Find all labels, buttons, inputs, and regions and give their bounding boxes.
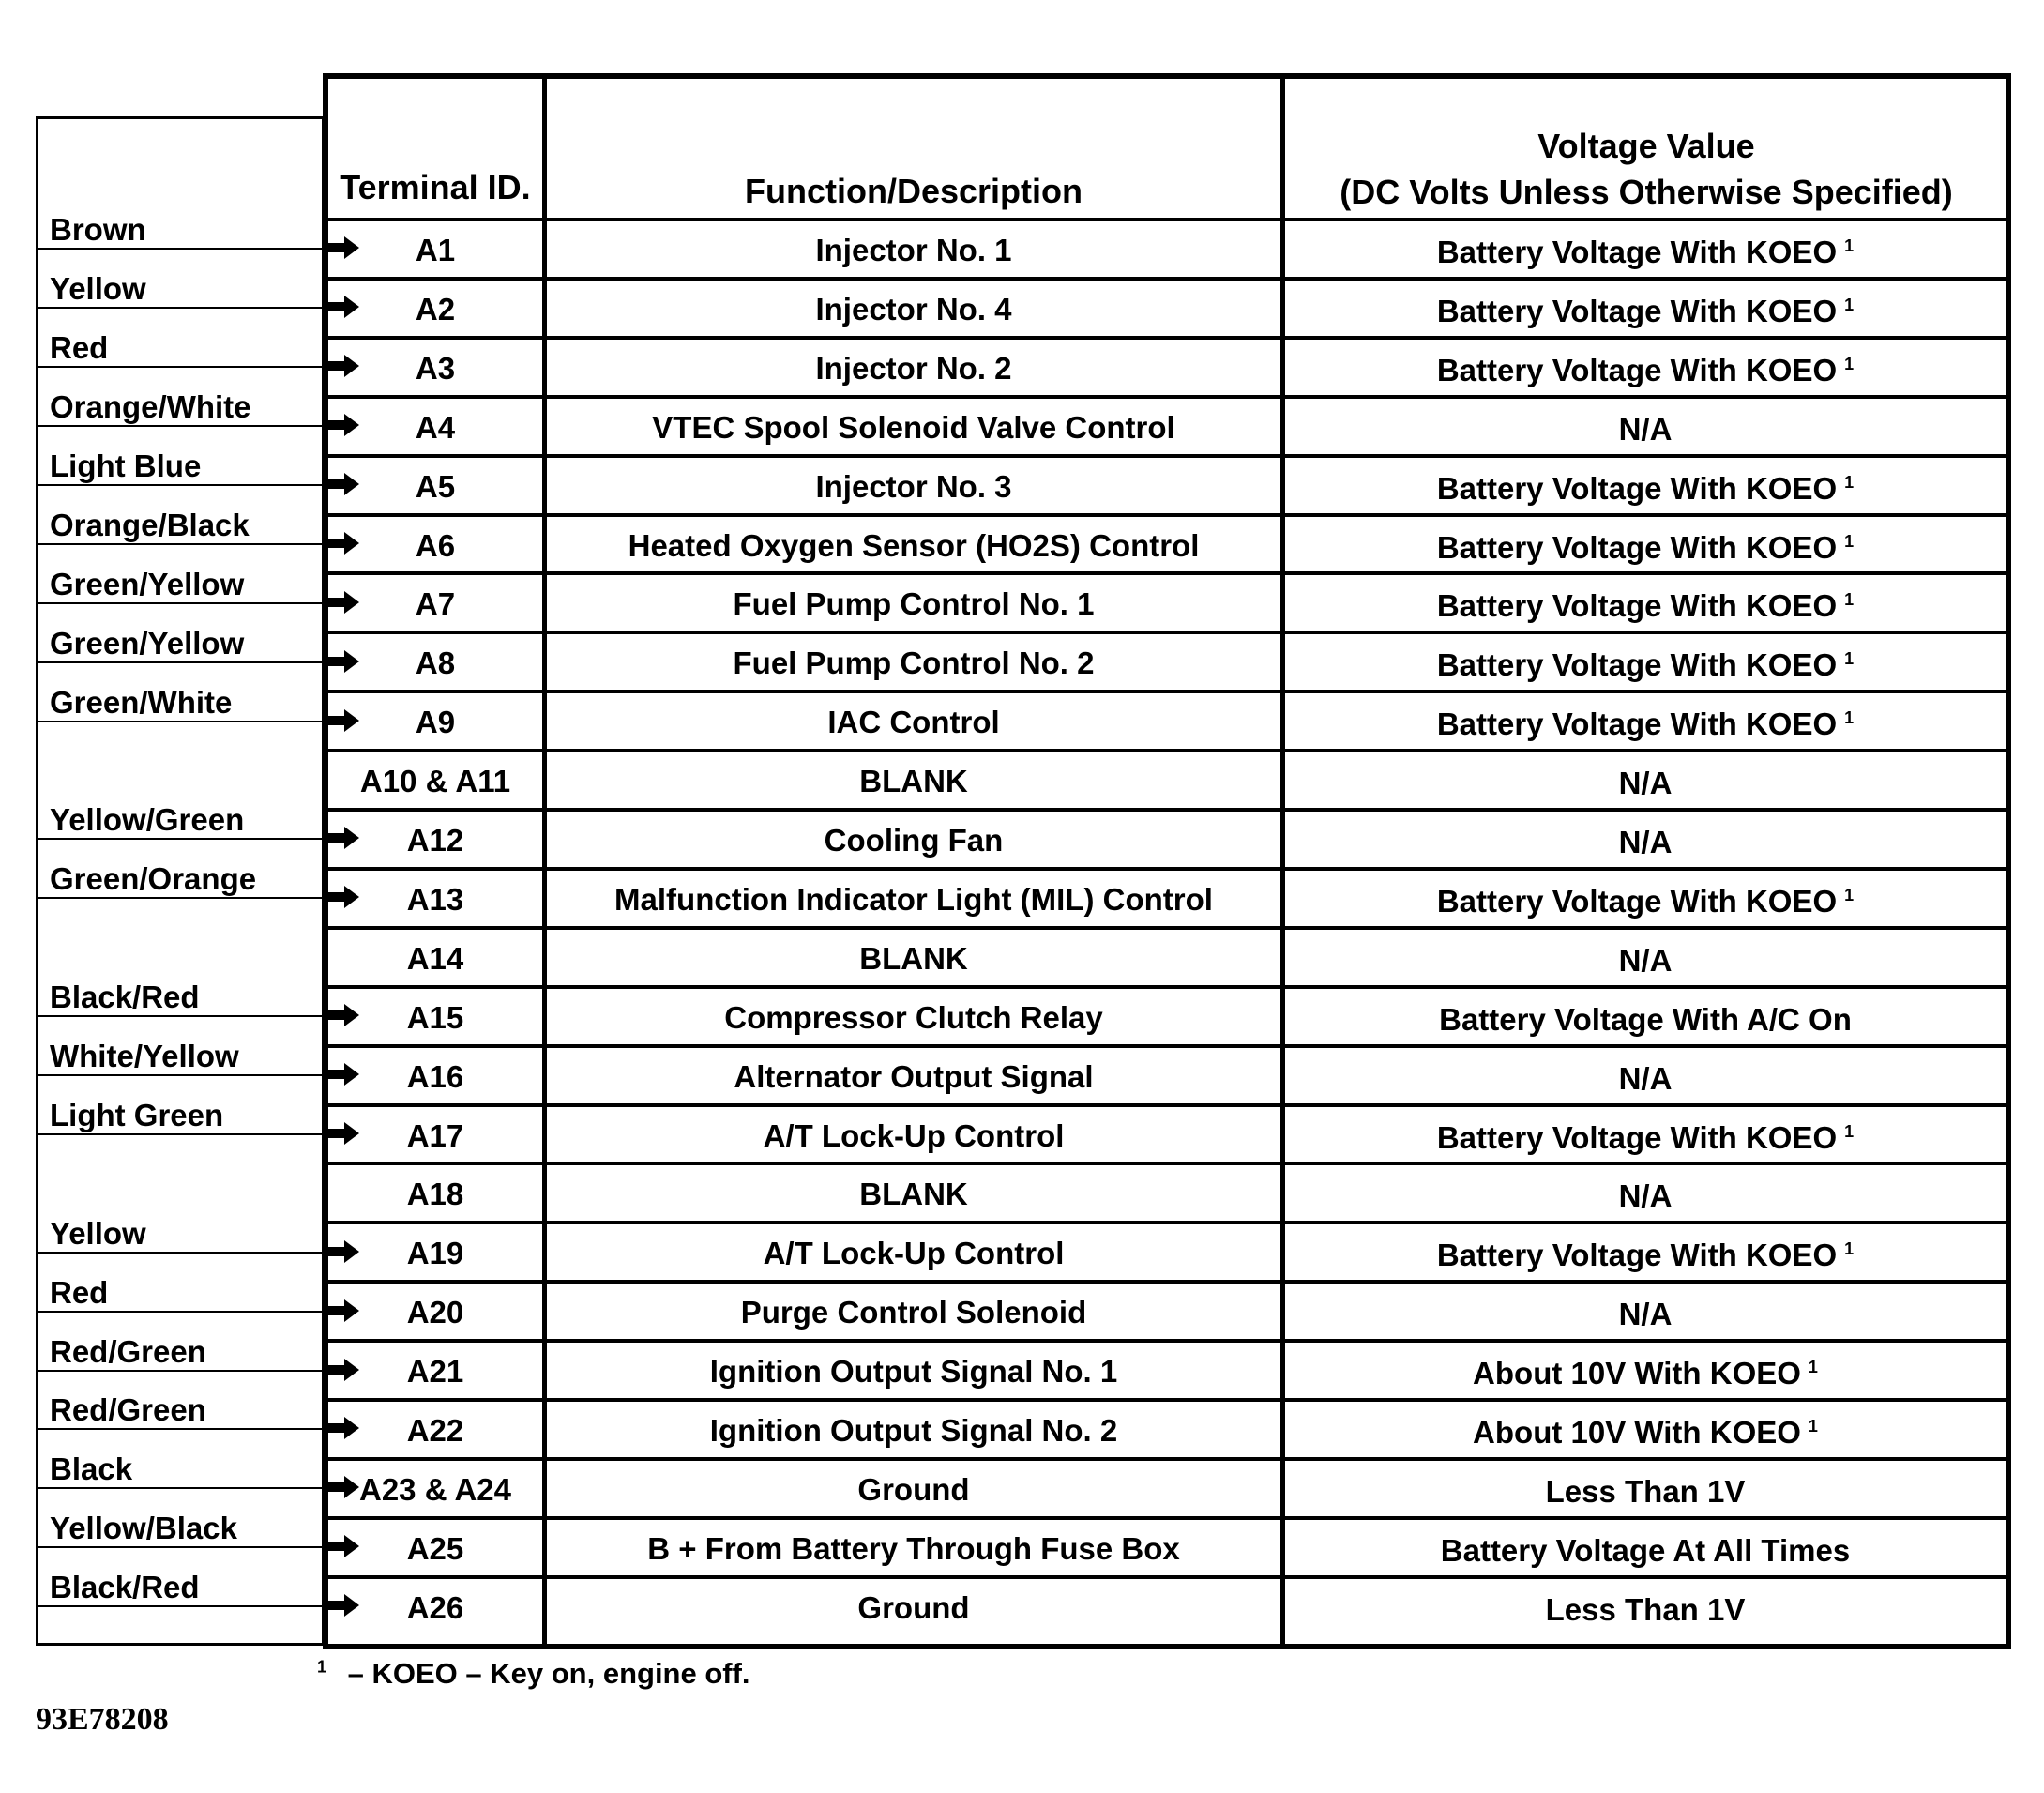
row-divider [328, 218, 2006, 221]
voltage-text: Less Than 1V [1545, 1473, 1746, 1509]
voltage-text: Battery Voltage With KOEO [1436, 352, 1838, 387]
footnote-marker: 1 [1844, 649, 1855, 669]
voltage-text: Battery Voltage With KOEO [1436, 883, 1838, 919]
voltage-text: N/A [1618, 1178, 1673, 1214]
wire-color-label: Yellow/Black [50, 1511, 237, 1546]
terminal-id-cell: A10 & A11 [359, 764, 511, 799]
voltage-cell [1285, 827, 2006, 858]
footnote-marker: 1 [1844, 885, 1855, 904]
function-cell: BLANK [859, 940, 968, 976]
wire-line [38, 602, 327, 604]
voltage-cell [1285, 1532, 2006, 1568]
footnote-marker: 1 [1844, 472, 1855, 492]
wire-color-panel [36, 116, 325, 1646]
voltage-cell [1285, 588, 2006, 624]
voltage-cell [1285, 647, 2006, 683]
row-divider [328, 1457, 2006, 1461]
voltage-cell [1285, 707, 2006, 742]
row-divider [328, 690, 2006, 693]
wire-line [38, 661, 327, 663]
terminal-id-cell: A2 [415, 291, 456, 327]
function-cell: BLANK [859, 764, 968, 799]
voltage-cell [1285, 1119, 2006, 1155]
footnote-marker: 1 [1844, 708, 1855, 728]
function-cell: VTEC Spool Solenoid Valve Control [652, 409, 1175, 445]
row-divider [328, 1339, 2006, 1343]
voltage-cell [1285, 352, 2006, 387]
wire-line [38, 1546, 327, 1548]
wire-line [38, 543, 327, 545]
voltage-text: Battery Voltage With KOEO [1436, 1238, 1838, 1273]
wire-line [38, 1487, 327, 1489]
terminal-id-cell: A22 [406, 1413, 464, 1448]
voltage-text: About 10V With KOEO [1473, 1356, 1801, 1391]
function-cell: Purge Control Solenoid [740, 1295, 1087, 1330]
row-divider [328, 867, 2006, 871]
voltage-text: Battery Voltage With KOEO [1436, 1119, 1838, 1155]
row-divider [328, 336, 2006, 340]
terminal-id-cell: A25 [406, 1530, 464, 1566]
footnote-marker: 1 [1844, 531, 1855, 551]
wire-color-label: Orange/White [50, 389, 251, 425]
function-cell: Cooling Fan [824, 823, 1004, 858]
voltage-cell [1285, 766, 2006, 801]
row-divider [328, 749, 2006, 752]
voltage-text: N/A [1618, 411, 1673, 447]
voltage-text: Battery Voltage At All Times [1440, 1532, 1851, 1568]
row-divider [328, 1575, 2006, 1579]
terminal-id-cell: A17 [406, 1117, 464, 1153]
terminal-id-cell: A6 [415, 527, 456, 563]
voltage-cell [1285, 1591, 2006, 1627]
wire-line [38, 1252, 327, 1254]
row-divider [328, 985, 2006, 989]
voltage-cell [1285, 411, 2006, 447]
function-cell: IAC Control [827, 705, 1000, 740]
function-cell: Ignition Output Signal No. 2 [709, 1413, 1118, 1448]
voltage-text: Battery Voltage With KOEO [1436, 293, 1838, 328]
header-voltage [1285, 124, 2007, 215]
voltage-cell [1285, 1299, 2006, 1330]
wire-line [38, 1605, 327, 1607]
terminal-id-cell: A9 [415, 705, 456, 740]
voltage-text: N/A [1618, 825, 1673, 859]
row-divider [328, 513, 2006, 517]
voltage-cell [1285, 1473, 2006, 1509]
voltage-text: Battery Voltage With KOEO [1436, 707, 1838, 742]
row-divider [328, 1044, 2006, 1048]
header-function: Function/Description [745, 172, 1083, 210]
wire-color-label: Red [50, 330, 109, 366]
voltage-text: Battery Voltage With KOEO [1436, 235, 1838, 269]
terminal-id-cell: A19 [406, 1236, 464, 1271]
voltage-text: Battery Voltage With A/C On [1439, 1001, 1852, 1037]
voltage-cell [1285, 942, 2006, 978]
row-divider [328, 395, 2006, 399]
function-cell: Injector No. 1 [815, 233, 1012, 267]
voltage-text: N/A [1618, 1297, 1673, 1332]
voltage-text: Battery Voltage With KOEO [1436, 588, 1838, 624]
voltage-text: Less Than 1V [1545, 1591, 1746, 1627]
function-cell: BLANK [859, 1177, 968, 1212]
row-divider [328, 1280, 2006, 1284]
wire-color-label: Brown [50, 212, 146, 248]
terminal-id-cell: A7 [415, 586, 456, 622]
voltage-cell [1285, 470, 2006, 506]
terminal-id-cell: A15 [406, 999, 464, 1035]
function-cell: A/T Lock-Up Control [763, 1117, 1065, 1153]
wire-color-label: Yellow/Green [50, 802, 245, 838]
function-cell: Ground [857, 1471, 970, 1507]
voltage-cell [1285, 883, 2006, 919]
wire-line [38, 484, 327, 486]
function-cell: Alternator Output Signal [734, 1058, 1094, 1094]
voltage-cell [1285, 1238, 2006, 1273]
wire-color-label: Light Green [50, 1097, 224, 1132]
footnote-marker: 1 [1844, 236, 1855, 255]
terminal-table [323, 73, 2011, 1649]
terminal-id-cell: A1 [415, 233, 456, 267]
footnote-text: – KOEO – Key on, engine off. [347, 1657, 750, 1690]
wire-color-label: Green/Yellow [50, 625, 245, 661]
voltage-cell [1285, 1417, 2006, 1448]
function-cell: Injector No. 4 [815, 291, 1012, 327]
terminal-id-cell: A4 [415, 409, 456, 445]
wire-color-label: Green/Yellow [50, 566, 245, 601]
footnote-marker: 1 [1808, 1417, 1818, 1436]
footnote-mark: 1 [317, 1657, 327, 1677]
function-cell: Injector No. 3 [815, 468, 1012, 504]
wire-line [38, 425, 327, 427]
wire-line [38, 1133, 327, 1135]
function-cell: Ground [857, 1589, 970, 1625]
wire-color-label: Light Blue [50, 448, 202, 484]
terminal-id-cell: A18 [406, 1177, 464, 1212]
wire-line [38, 248, 327, 250]
voltage-text: About 10V With KOEO [1473, 1415, 1801, 1450]
terminal-id-cell: A12 [406, 823, 464, 858]
wire-line [38, 897, 327, 899]
function-cell: Ignition Output Signal No. 1 [709, 1354, 1118, 1390]
terminal-id-cell: A8 [415, 646, 456, 681]
wire-line [38, 366, 327, 368]
function-cell: Fuel Pump Control No. 1 [733, 586, 1095, 622]
header-voltage-line2: (DC Volts Unless Otherwise Specified) [1340, 172, 1953, 211]
row-divider [328, 1516, 2006, 1520]
wire-line [38, 1074, 327, 1076]
wire-line [38, 307, 327, 309]
wire-line [38, 721, 327, 722]
voltage-cell [1285, 1060, 2006, 1096]
wire-color-label: Black/Red [50, 1570, 200, 1605]
header-voltage-line1: Voltage Value [1537, 127, 1755, 165]
footnote-marker: 1 [1844, 295, 1855, 314]
voltage-text: N/A [1618, 1060, 1673, 1096]
function-cell: A/T Lock-Up Control [763, 1236, 1065, 1271]
wire-color-label: Yellow [50, 1215, 146, 1251]
wire-color-label: Green/Orange [50, 861, 257, 897]
wire-color-label: Black/Red [50, 980, 200, 1015]
function-cell: Malfunction Indicator Light (MIL) Control [614, 881, 1213, 917]
wire-line [38, 1311, 327, 1313]
wire-color-label: Green/White [50, 684, 233, 720]
wire-line [38, 838, 327, 840]
row-divider [328, 1103, 2006, 1107]
terminal-id-cell: A13 [406, 881, 464, 917]
function-cell: B + From Battery Through Fuse Box [647, 1530, 1180, 1566]
row-divider [328, 926, 2006, 930]
voltage-cell [1285, 529, 2006, 565]
voltage-text: N/A [1618, 942, 1673, 978]
wire-color-label: Red [50, 1274, 109, 1310]
footnote-marker: 1 [1844, 1121, 1855, 1141]
voltage-cell [1285, 1358, 2006, 1389]
voltage-text: Battery Voltage With KOEO [1436, 470, 1838, 506]
function-cell: Heated Oxygen Sensor (HO2S) Control [628, 527, 1200, 563]
voltage-text: N/A [1618, 766, 1673, 801]
terminal-id-cell: A20 [406, 1295, 464, 1330]
wire-color-label: White/Yellow [50, 1039, 239, 1074]
row-divider [328, 631, 2006, 634]
figure-id: 93E78208 [36, 1702, 169, 1737]
row-divider [328, 1221, 2006, 1224]
row-divider [328, 571, 2006, 575]
terminal-id-cell: A14 [406, 940, 464, 976]
footnote-marker: 1 [1844, 354, 1855, 373]
footnote-marker: 1 [1808, 1358, 1818, 1377]
wire-color-label: Yellow [50, 271, 146, 307]
row-divider [328, 277, 2006, 281]
voltage-text: Battery Voltage With KOEO [1436, 647, 1838, 683]
voltage-cell [1285, 293, 2006, 328]
row-divider [328, 1398, 2006, 1402]
voltage-cell [1285, 1178, 2006, 1214]
wire-color-label: Black [50, 1451, 133, 1487]
header-terminal-id: Terminal ID. [340, 168, 531, 206]
wire-line [38, 1370, 327, 1372]
row-divider [328, 1162, 2006, 1165]
terminal-id-cell: A26 [406, 1589, 464, 1625]
terminal-id-cell: A21 [406, 1354, 464, 1390]
terminal-id-cell: A23 & A24 [358, 1471, 512, 1507]
voltage-cell [1285, 1001, 2006, 1037]
wire-color-label: Red/Green [50, 1333, 206, 1369]
wire-color-label: Orange/Black [50, 507, 250, 542]
wire-color-label: Red/Green [50, 1392, 206, 1428]
terminal-id-cell: A16 [406, 1058, 464, 1094]
wire-line [38, 1428, 327, 1430]
footnote-marker: 1 [1844, 590, 1855, 610]
wire-line [38, 1015, 327, 1017]
row-divider [328, 454, 2006, 458]
row-divider [328, 808, 2006, 812]
function-cell: Fuel Pump Control No. 2 [733, 646, 1095, 681]
footnote [317, 1657, 750, 1691]
footnote-marker: 1 [1844, 1239, 1855, 1259]
voltage-text: Battery Voltage With KOEO [1436, 529, 1838, 565]
function-cell: Injector No. 2 [815, 350, 1012, 386]
terminal-id-cell: A3 [415, 350, 456, 386]
voltage-cell [1285, 236, 2006, 267]
terminal-id-cell: A5 [415, 468, 456, 504]
function-cell: Compressor Clutch Relay [724, 999, 1103, 1035]
